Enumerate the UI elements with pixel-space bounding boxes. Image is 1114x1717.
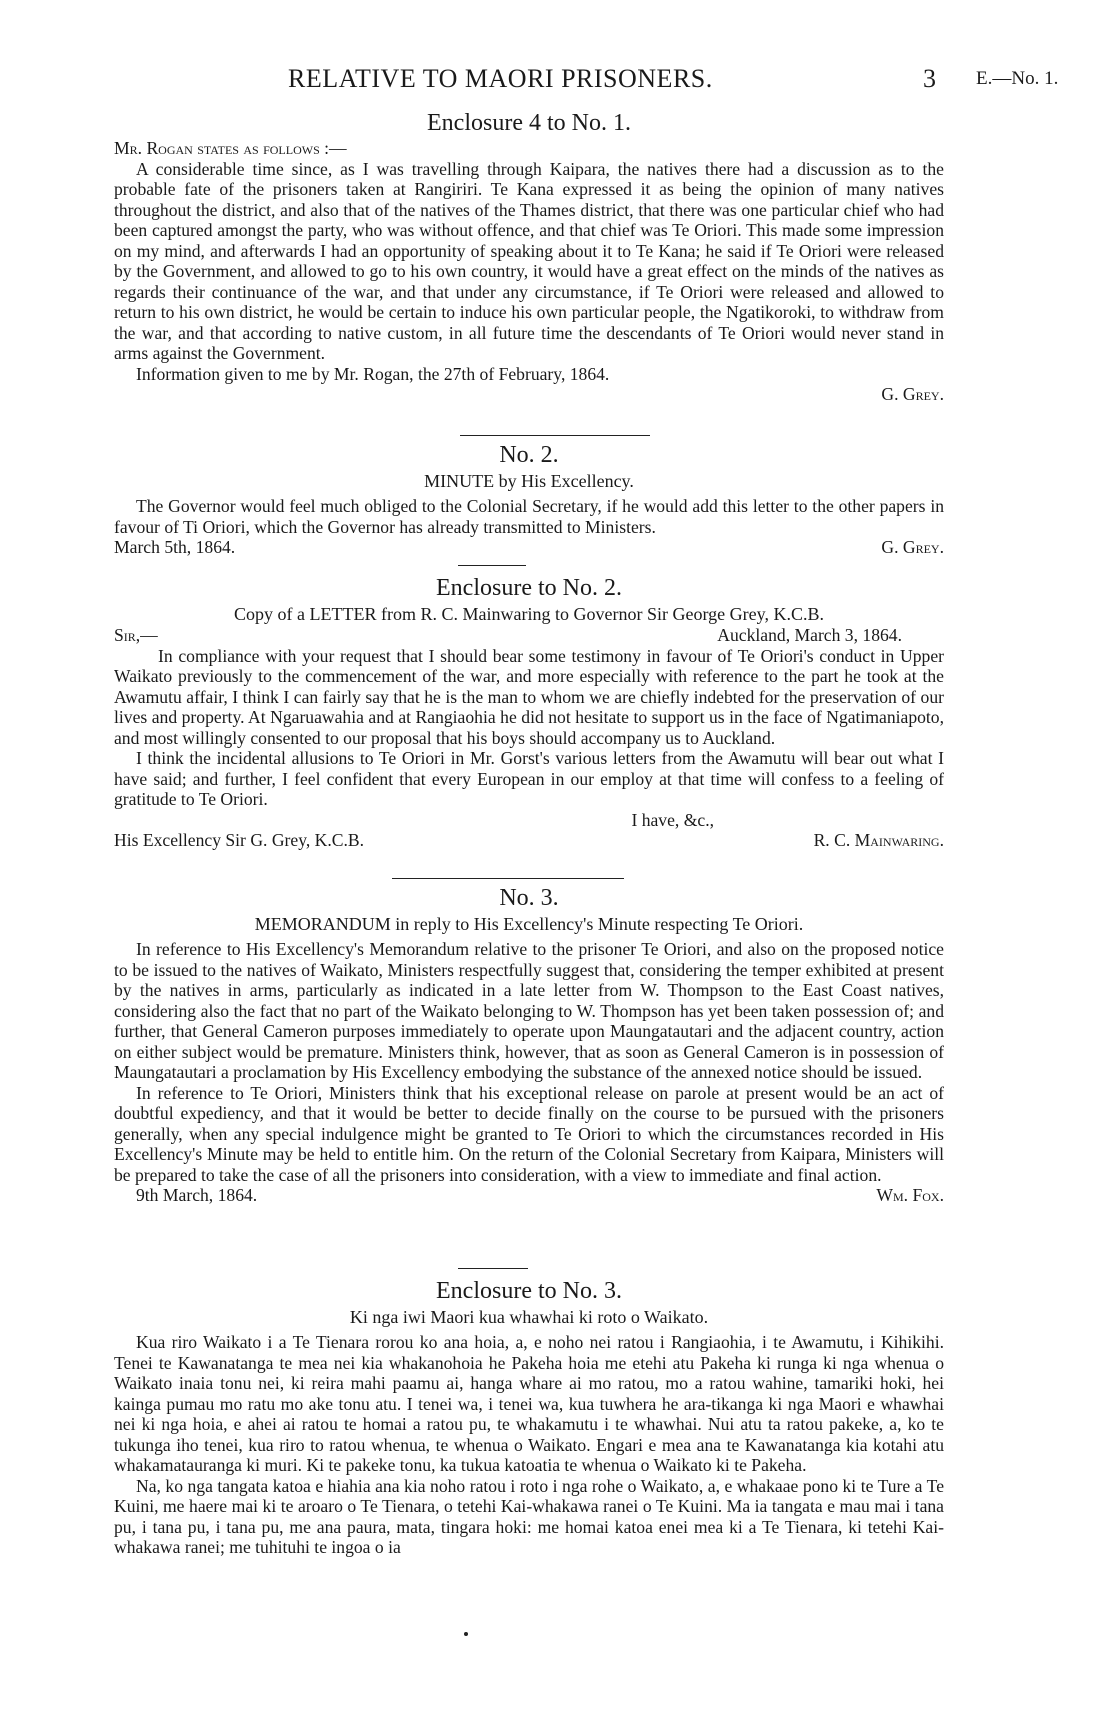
section-no-3 [114,883,944,1206]
section-subheading: MEMORANDUM in reply to His Excellency's Minute respecting Te Oriori. [254,914,804,934]
paragraph: A considerable time since, as I was travelling through Kaipara, the natives there had a discussion as to the probable fate of the prisoners taken at Rangiriri. Te Kana expressed it as being the opinion of many natives throughout the district, and also that of the natives of the Thames district, that there was one particular chief who had been captured amongst the party, who was without offence, and that chief was Te Oriori. This made some impression on my mind, and afterwards I had an opportunity of speaking about it to Te Kana; he said if Te Oriori were released by the Government, and allowed to go to his own country, it would have a great effect on the minds of the natives as regards their continuance of the war, and that under any circumstance, if Te Oriori were released and allowed to return to his own district, he would be certain to induce his own particular people, the Ngatikoroki, to withdraw from the war, and that according to native custom, in all future time the descendants of Te Oriori would never stand in arms against the Government. [114,158,944,363]
divider [458,1268,528,1269]
intro-line: Mr. Rogan states as follows :— [114,138,347,158]
addressee-row [114,830,944,851]
paragraph: In reference to His Excellency's Memorandum relative to the prisoner Te Oriori, and also on the proposed notice to be issued to the natives of Waikato, Ministers respectfully suggest that, considering the temper exhibited at present by the natives in arms, particularly as indicated in a late letter from W. Thompson to the East Coast natives, considering also the fact that no part of the Waikato belonging to W. Thompson has yet been taken possession of; and further, that General Cameron purposes immediately to operate upon Maungatautari and the adjacent country, action on either subject would be premature. Ministers think, however, that as soon as General Cameron is in possession of Maungatautari a proclamation by His Excellency embodying the substance of the annexed notice should be issued. [114,939,944,1082]
paragraph: In reference to Te Oriori, Ministers think that his exceptional release on parole at present would be an act of doubtful expediency, and that it would be better to decide finally on the course to be pursued with the prisoners generally, when any special indulgence might be granted to Te Oriori to which the circumstances recorded in His Excellency's Minute may be held to entitle him. On the return of the Colonial Secretary from Kaipara, Ministers will be prepared to take the case of all the prisoners into consideration, with a view to immediate and final action. [114,1082,944,1185]
paragraph: Kua riro Waikato i a Te Tienara rorou ko ana hoia, a, e noho nei ratou i Rangiaohia, i te Awamutu, i Kihikihi. Tenei te Kawanatanga te mea nei kia whakanohoia he Pakeha hoia me etehi atu Pakeha ki runga ki nga whenua o Waikato inaia tonu nei, ki reira mahi paamu ai, hanga whare ai mo ratou, mo a ratou wahine, tamariki hoki, hei kainga pumau mo ratu mo ake tonu atu. I tenei wa, i tenei wa, kua tuwhera he ara-tikanga ki nga Maori e whawhai nei ki nga hoia, e ahei ai ratou te homai a ratou pu, te whakamutu i te whawhai. Nui atu ta ratou pakeke, a, ko te tukunga iho tenei, kua riro to ratou whenua, te whenua o Waikato. Engari e mea ana te Kawanatanga kia kotahi atu whakamatauranga ki muri. Ki te pakeke tonu, ka tukua katoatia te whenua o Waikato ki te Pakeha. [114,1332,944,1475]
signature: G. Grey. [881,537,944,557]
divider [392,878,624,879]
place-date: Auckland, March 3, 1864. [717,625,902,645]
addressee: His Excellency Sir G. Grey, K.C.B. [114,830,365,850]
section-heading: Enclosure to No. 2. [436,575,622,601]
section-heading: No. 3. [499,885,559,911]
closing: I have, &c., [631,809,714,830]
page-mark-dot [464,1632,468,1636]
salutation-row [114,625,944,646]
paragraph: Na, ko nga tangata katoa e hiahia ana kia noho ratou i roto i nga rohe o Waikato, a, e whakaae pono ki te Ture a Te Kuini, me haere mai ki te aroaro o Te Tienara, o tetehi Kai-whakawa ranei o Te Kuini. Ma ia tangata e mau mai i tana pu, i tana pu, i tana pu, me ana paura, mata, tingara hoki: me homai katoa enei mea ki a Te Tienara, ki tetehi Kai-whakawa ranei; me tuhituhi te ingoa o ia [114,1475,944,1557]
page-number: 3 [923,64,936,93]
section-heading: Enclosure to No. 3. [436,1278,622,1304]
date-signature-row [114,1185,944,1206]
date: 9th March, 1864. [136,1185,258,1205]
signature: G. Grey. [881,384,944,404]
section-no-2 [114,440,944,558]
signature: R. C. Mainwaring. [813,830,944,850]
section-subheading: Ki nga iwi Maori kua whawhai ki roto o Waikato. [349,1307,709,1327]
paragraph: The Governor would feel much obliged to the Colonial Secretary, if he would add this letter to the other papers in favour of Ti Oriori, which the Governor has already transmitted to Ministers. [114,496,944,537]
divider [460,435,650,436]
info-line: Information given to me by Mr. Rogan, the 27th of February, 1864. [136,363,610,384]
section-enclosure-to-no-3 [114,1276,944,1558]
section-subheading: MINUTE by His Excellency. [424,471,634,491]
section-enclosure-to-no-2 [114,573,944,851]
running-header [0,64,1114,94]
paragraph: I think the incidental allusions to Te Oriori in Mr. Gorst's various letters from the Awamutu will bear out what I have said; and further, I feel confident that every European in our employ at that time will confess to a feeling of gratitude to Te Oriori. [114,748,944,809]
paragraph: In compliance with your request that I should bear some testimony in favour of Te Oriori's conduct in Upper Waikato previously to the commencement of the war, and more especially with reference to the part he took at the Awamutu affair, I think I can fairly say that he is the man to whom we are chiefly indebted for the preservation of our lives and property. At Ngaruawahia and at Rangiaohia he did not hesitate to support us in the face of Ngatimaniapoto, and most willingly consented to our proposal that his boys should accompany us to Auckland. [114,645,944,748]
date-signature-row [114,537,944,558]
signature: Wm. Fox. [876,1185,944,1205]
divider [458,565,526,566]
running-title: RELATIVE TO MAORI PRISONERS. [288,64,713,93]
section-heading: No. 2. [499,442,559,468]
date: March 5th, 1864. [114,537,236,557]
section-subheading: Copy of a LETTER from R. C. Mainwaring to Governor Sir George Grey, K.C.B. [234,604,824,624]
section-enclosure-4 [114,108,944,405]
section-heading: Enclosure 4 to No. 1. [427,110,631,136]
series-number: E.—No. 1. [976,68,1059,89]
salutation: Sir,— [114,625,158,645]
